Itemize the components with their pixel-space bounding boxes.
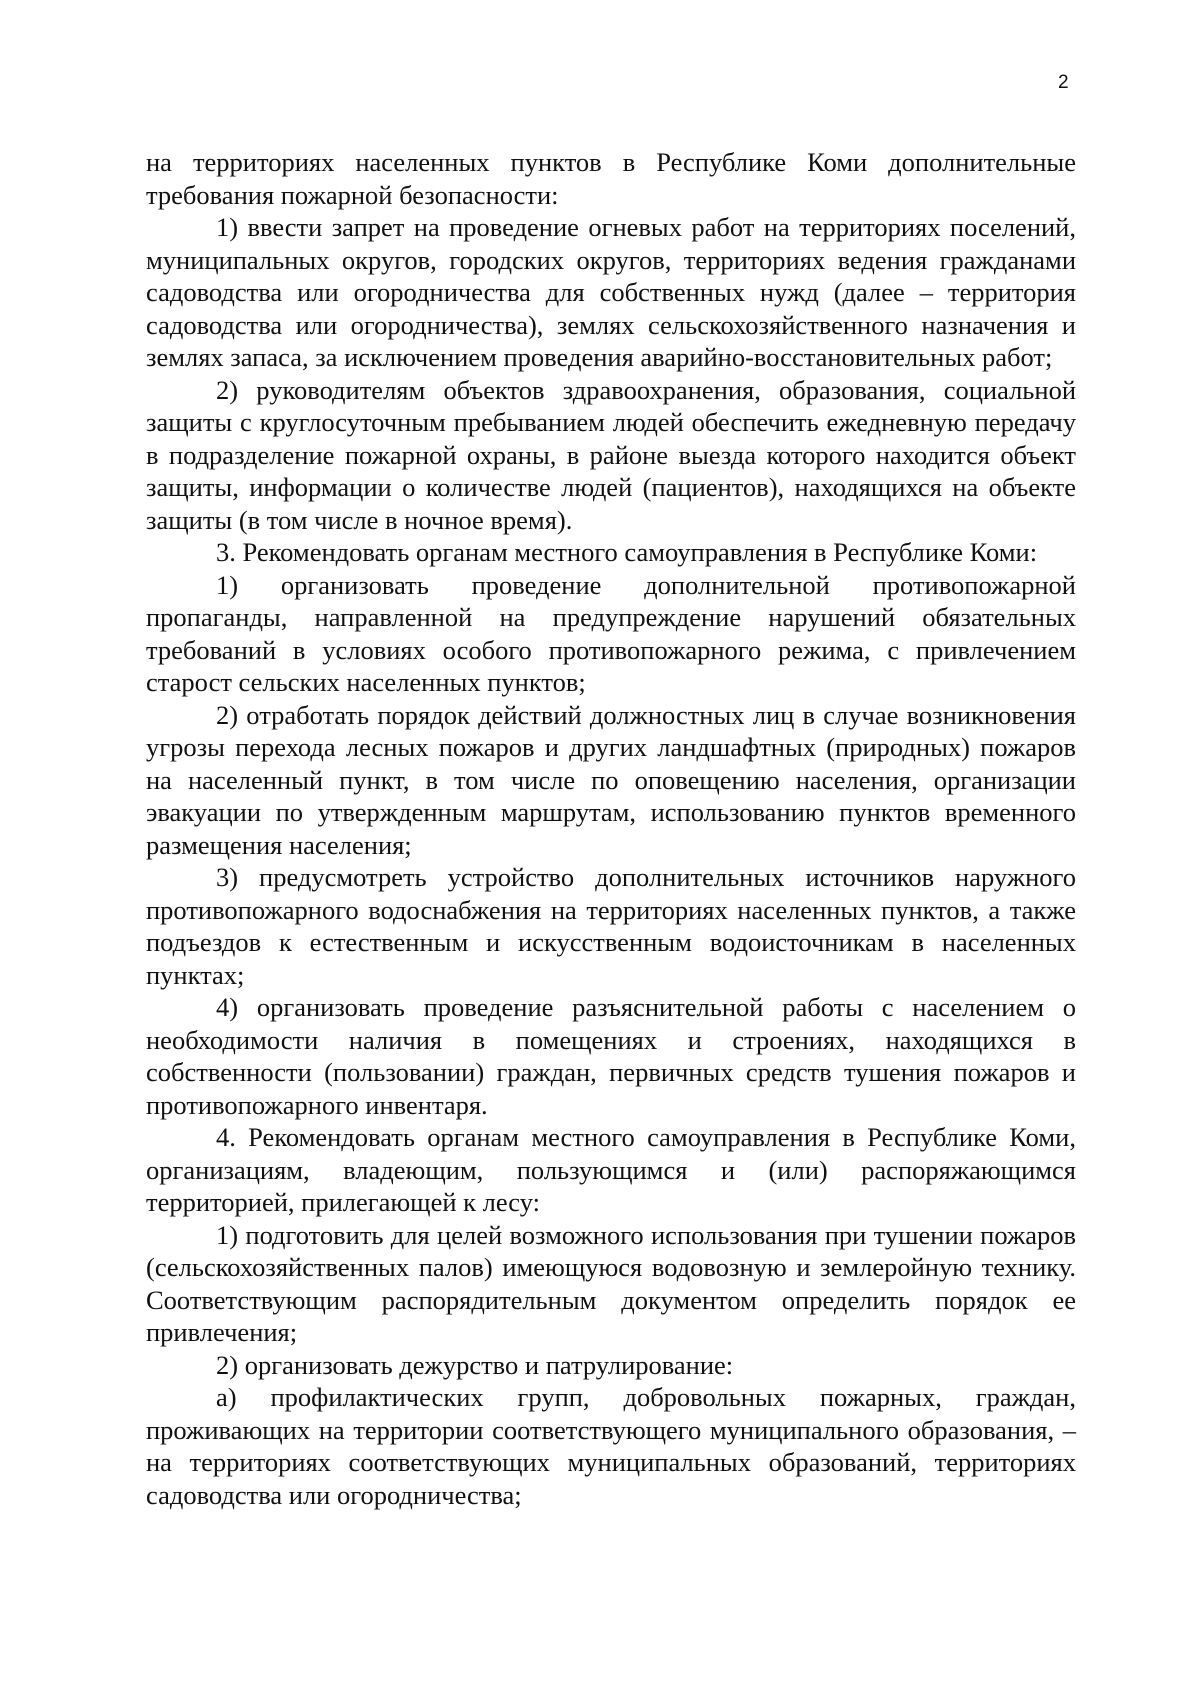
paragraph: 3) предусмотреть устройство дополнительных источников наружного противопожарного водоснабжения на территориях населенных пунктов, а также подъездов к естественным и искусственным водоисточникам в населенных пунктах; xyxy=(146,862,1076,990)
paragraph: 2) организовать дежурство и патрулирование: xyxy=(216,1349,734,1380)
paragraph: 1) организовать проведение дополнительной противопожарной пропаганды, направленной на предупреждение нарушений обязательных требований в условиях особого противопожарного режима, с привлечением старост сельских населенных пунктов; xyxy=(146,569,1076,697)
paragraph: а) профилактических групп, добровольных пожарных, граждан, проживающих на территории соответствующего муниципального образования, – на территориях соответствующих муниципальных образований, территориях садоводства или огородничества; xyxy=(146,1382,1076,1510)
paragraph: 2) отработать порядок действий должностных лиц в случае возникновения угрозы перехода лесных пожаров и других ландшафтных (природных) пожаров на населенный пункт, в том числе по оповещению населения, организации эвакуации по утвержденным маршрутам, использованию пунктов временного размещения населения; xyxy=(146,699,1076,860)
page-number: 2 xyxy=(1058,72,1069,93)
paragraph: 3. Рекомендовать органам местного самоуправления в Республике Коми: xyxy=(216,537,1038,567)
document-body xyxy=(146,146,1076,1511)
paragraph: на территориях населенных пунктов в Республике Коми дополнительные требования пожарной безопасности: xyxy=(146,147,1076,210)
paragraph: 1) ввести запрет на проведение огневых работ на территориях поселений, муниципальных округов, городских округов, территориях ведения гражданами садоводства или огородничества для собственных нужд (далее – территория садоводства или огородничества), землях сельскохозяйственного назначения и землях запаса, за исключением проведения аварийно-восстановительных работ; xyxy=(146,212,1076,372)
paragraph: 2) руководителям объектов здравоохранения, образования, социальной защиты с круглосуточным пребыванием людей обеспечить ежедневную передачу в подразделение пожарной охраны, в районе выезда которого находится объект защиты, информации о количестве людей (пациентов), находящихся на объекте защиты (в том числе в ночное время). xyxy=(146,374,1076,535)
paragraph: 1) подготовить для целей возможного использования при тушении пожаров (сельскохозяйственных палов) имеющуюся водовозную и землеройную технику. Соответствующим распорядительным документом определить порядок ее привлечения; xyxy=(146,1219,1076,1347)
paragraph: 4) организовать проведение разъяснительной работы с населением о необходимости наличия в помещениях и строениях, находящихся в собственности (пользовании) граждан, первичных средств тушения пожаров и противопожарного инвентаря. xyxy=(146,992,1076,1120)
paragraph: 4. Рекомендовать органам местного самоуправления в Республике Коми, организациям, владеющим, пользующимся и (или) распоряжающимся территорией, прилегающей к лесу: xyxy=(146,1122,1076,1217)
